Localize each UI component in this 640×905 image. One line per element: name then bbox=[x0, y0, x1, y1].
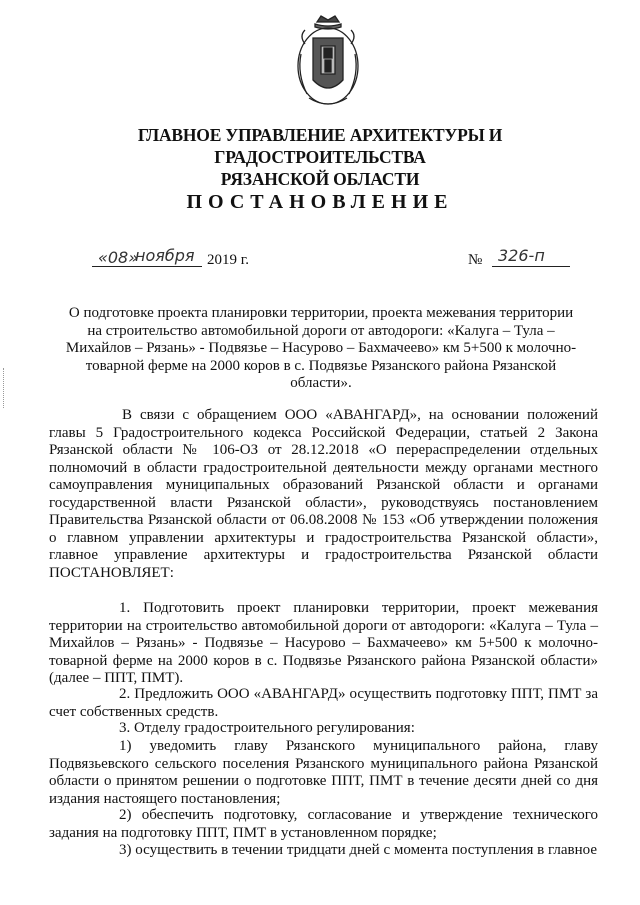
resolution-subitem-3-3: 3) осуществить в течении тридцати дней с момента поступления в главное bbox=[119, 842, 598, 858]
number-sign: № bbox=[468, 252, 483, 268]
date-day-handwritten: «08» bbox=[98, 248, 139, 267]
document-type-title: ПОСТАНОВЛЕНИЕ bbox=[186, 191, 454, 213]
org-name-line2: РЯЗАНСКОЙ ОБЛАСТИ bbox=[220, 169, 420, 189]
resolution-subitem-3-1: 1) уведомить главу Рязанского муниципального района, главу Подвязьевского сельского поселения Рязанского муниципального района Рязанской области о принятом решении о подготовке ППТ, ПМТ в течение десяти дней со дня издания настоящего постановления; bbox=[49, 738, 598, 807]
org-name-line1: ГЛАВНОЕ УПРАВЛЕНИЕ АРХИТЕКТУРЫ И ГРАДОСТРОИТЕЛЬСТВА bbox=[137, 125, 503, 167]
number-underline bbox=[492, 266, 570, 267]
preamble-paragraph: В связи с обращением ООО «АВАНГАРД», на основании положений главы 5 Градостроительного кодекса Российской Федерации, статьей 2 Закона Рязанской области № 106-ОЗ от 28.12.2018 «О перераспределении отдельных полномочий в области градостроительной деятельности между органами местного самоуправления муниципальных образований Рязанской области и органами государственной власти Рязанской области», руководствуясь постановлением Правительства Рязанской области от 06.08.2008 № 153 «Об утверждении положения о главном управлении архитектуры и градостроительства Рязанской области», главное управление архитектуры и градостроительства Рязанской области ПОСТАНОВЛЯЕТ: bbox=[49, 407, 598, 581]
date-underline bbox=[92, 266, 202, 267]
document-number-handwritten: 326-п bbox=[498, 246, 545, 265]
resolution-subitem-3-2: 2) обеспечить подготовку, согласование и утверждение технического задания на подготовку ППТ, ПМТ в установленном порядке; bbox=[49, 807, 598, 841]
resolution-item-2: 2. Предложить ООО «АВАНГАРД» осуществить подготовку ППТ, ПМТ за счет собственных средств. bbox=[49, 686, 598, 720]
date-number-row bbox=[0, 246, 640, 276]
margin-mark bbox=[3, 368, 6, 408]
date-year: 2019 г. bbox=[207, 252, 249, 268]
document-subject: О подготовке проекта планировки территории, проекта межевания территории на строительство автомобильной дороги от автодороги: «Калуга – Тула – Михайлов – Рязань» - Подвязье – Насурово – Бахмачеево» км 5+500 к молочно-товарной ферме на 2000 коров в с. Подвязье Рязанского района Рязанской области». bbox=[65, 305, 577, 391]
resolution-item-1: 1. Подготовить проект планировки территории, проект межевания территории на строительство автомобильной дороги от автодороги: «Калуга – Тула – Михайлов – Рязань» - Подвязье – Насурово – Бахмачеево» км 5+500 к молочно-товарной ферме на 2000 коров в с. Подвязье Рязанского района Рязанской области» (далее – ППТ, ПМТ). bbox=[49, 600, 598, 686]
resolution-item-3: 3. Отделу градостроительного регулирования: bbox=[119, 720, 415, 736]
coat-of-arms-emblem bbox=[295, 14, 361, 114]
date-month-handwritten: ноября bbox=[135, 246, 195, 265]
